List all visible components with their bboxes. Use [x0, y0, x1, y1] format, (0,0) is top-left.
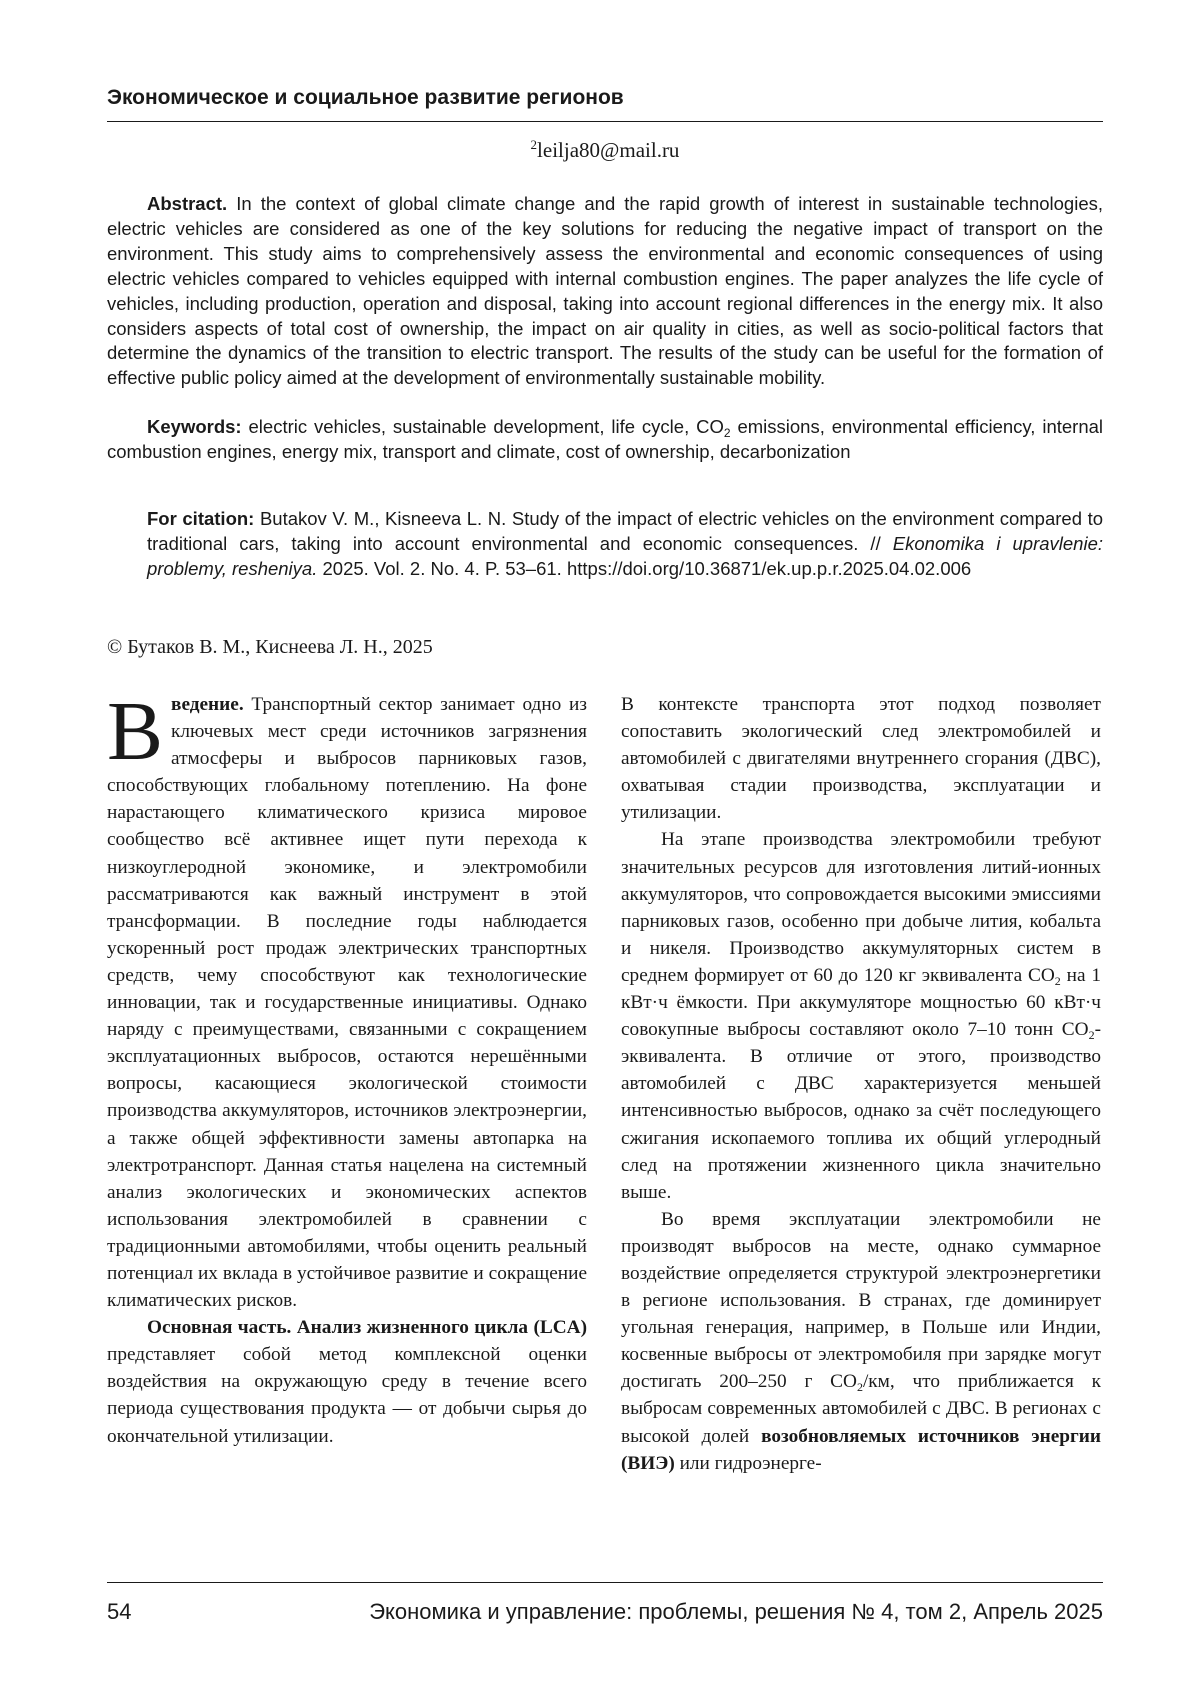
copyright: © Бутаков В. М., Киснеева Л. Н., 2025 — [107, 634, 433, 660]
abstract — [107, 192, 1103, 391]
intro-paragraph — [107, 691, 587, 1314]
journal-page — [0, 0, 1200, 1698]
intro-heading: ведение. — [171, 694, 244, 715]
body-column-right — [621, 691, 1101, 1477]
body-column-left — [107, 691, 587, 1450]
abstract-label: Abstract. — [147, 193, 227, 214]
operation-text-2: /км, что приближается к выбросам современных автомобилей с ДВС. В регионах с высокой долей — [621, 1371, 1101, 1446]
citation-journal: Ekonomika i upravlenie: problemy, resheniya. — [147, 533, 1103, 579]
abstract-text: In the context of global climate change and the rapid growth of interest in sustainable technologies, electric vehicles are considered as one of the key solutions for reducing the negative impact of transport on the environment. This study aims to comprehensively assess the environmental and economic consequences of using electric vehicles compared to vehicles equipped with internal combustion engines. The paper analyzes the life cycle of vehicles, including production, operation and disposal, taking into account regional differences in the energy mix. It also considers aspects of total cost of ownership, the impact on air quality in cities, as well as socio-political factors that determine the dynamics of the transition to electric transport. The results of the study can be useful for the formation of effective public policy aimed at the development of environmentally sustainable mobility. — [107, 193, 1103, 388]
keywords — [107, 415, 1103, 465]
journal-footer: Экономика и управление: проблемы, решения № 4, том 2, Апрель 2025 — [369, 1598, 1103, 1626]
author-email — [107, 136, 1103, 164]
intro-text: Транспортный сектор занимает одно из ключевых мест среди источников загрязнения атмосферы и выбросов парниковых газов, способствующих глобальному потеплению. На фоне нарастающего климатического кризиса мировое сообщество всё активнее ищет пути перехода к низкоуглеродной экономике, и электромобили рассматриваются как важный инструмент в этой трансформации. В последние годы наблюдается ускоренный рост продаж электрических транспортных средств, чему способствуют как технологические инновации, так и государственные инициативы. Однако наряду с преимуществами, связанными с сокращением эксплуатационных выбросов, остаются нерешёнными вопросы, касающиеся экологической стоимости производства аккумуляторов, источников электроэнергии, а также общей эффективности замены автопарка на электротранспорт. Данная статья нацелена на системный анализ экологических и экономических аспектов использования электромобилей в сравнении с традиционными автомобилями, чтобы оценить реальный потенциал их вклада в устойчивое развитие и сокращение климатических рисков. — [107, 694, 587, 1311]
co2-subscript: 2 — [857, 1380, 863, 1394]
keywords-label: Keywords: — [147, 416, 242, 437]
page-number: 54 — [107, 1598, 131, 1626]
citation-text-start: Butakov V. M., Kisneeva L. N. Study of the impact of electric vehicles on the environment compared to traditional cars, taking into account environmental and economic consequences. // — [147, 508, 1103, 554]
operation-paragraph — [621, 1206, 1101, 1477]
affiliation-marker: 2 — [531, 137, 538, 152]
header-rule — [107, 121, 1103, 122]
citation-text-end: 2025. Vol. 2. No. 4. P. 53–61. https://doi.org/10.36871/ek.up.p.r.2025.04.02.006 — [323, 558, 972, 579]
production-text-3: -эквивалента. В отличие от этого, производство автомобилей с ДВС характеризуется меньшей интенсивностью выбросов, однако за счёт последующего сжигания ископаемого топлива их общий углеродный след на протяжении жизненного цикла значительно выше. — [621, 1019, 1101, 1203]
production-paragraph — [621, 826, 1101, 1205]
operation-text-3: или гидроэнерге- — [675, 1453, 822, 1474]
main-section-text: представляет собой метод комплексной оценки воздействия на окружающую среду в течение всего периода существования продукта — от добычи сырья до окончательной утилизации. — [107, 1344, 587, 1446]
footer-rule — [107, 1582, 1103, 1583]
renewables-term: возобновляемых источников энергии (ВИЭ) — [621, 1426, 1101, 1474]
running-header: Экономическое и социальное развитие регионов — [107, 84, 1103, 112]
co2-subscript: 2 — [1055, 974, 1061, 988]
email-address: leilja80@mail.ru — [537, 138, 679, 162]
continued-paragraph: В контексте транспорта этот подход позволяет сопоставить экологический след электромобилей и автомобилей с двигателями внутреннего сгорания (ДВС), охватывая стадии производства, эксплуатации и утилизации. — [621, 691, 1101, 826]
main-section-heading: Основная часть. Анализ жизненного цикла (LCA) — [147, 1317, 587, 1338]
keywords-subscript: 2 — [724, 426, 731, 440]
keywords-text-end: emissions, environmental efficiency, internal combustion engines, energy mix, transport and climate, cost of ownership, decarbonization — [107, 416, 1103, 462]
production-text-2: на 1 кВт·ч ёмкости. При аккумуляторе мощностью 60 кВт·ч совокупные выбросы составляют около 7–10 тонн CO — [621, 965, 1101, 1040]
citation-label: For citation: — [147, 508, 254, 529]
production-text-1: На этапе производства электромобили требуют значительных ресурсов для изготовления литий-ионных аккумуляторов, что сопровождается высокими эмиссиями парниковых газов, особенно при добыче лития, кобальта и никеля. Производство аккумуляторных систем в среднем формирует от 60 до 120 кг эквивалента CO — [621, 829, 1101, 985]
citation — [147, 507, 1103, 582]
operation-text-1: Во время эксплуатации электромобили не производят выбросов на месте, однако суммарное воздействие определяется структурой электроэнергетики в регионе использования. В странах, где доминирует угольная генерация, например, в Польше или Индии, косвенные выбросы от электромобиля при зарядке могут достигать 200–250 г CO — [621, 1209, 1101, 1393]
keywords-text-start: electric vehicles, sustainable development, life cycle, CO — [249, 416, 724, 437]
main-section-paragraph — [107, 1314, 587, 1449]
dropcap: В — [107, 695, 163, 765]
co2-subscript: 2 — [1089, 1028, 1095, 1042]
